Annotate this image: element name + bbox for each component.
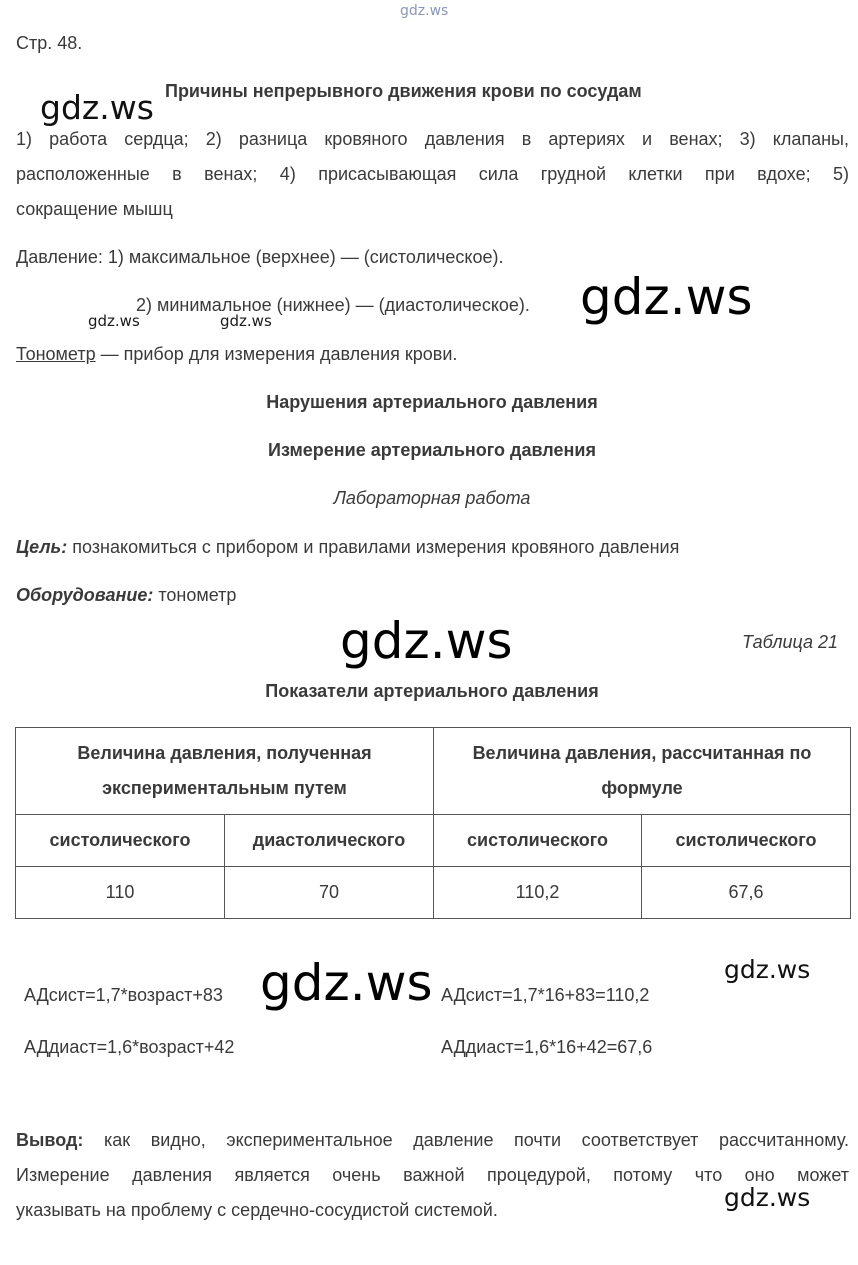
pressure-line-2: 2) минимальное (нижнее) — (диастолическое).: [136, 295, 530, 315]
subheader-cell: систолического: [434, 815, 642, 867]
table-cell: 110,2: [434, 867, 642, 919]
watermark: gdz.ws: [260, 954, 433, 1012]
goal-text: познакомиться с прибором и правилами измерения кровяного давления: [67, 537, 680, 557]
watermark-top: gdz.ws: [400, 3, 449, 19]
formula-sys-general: АДсист=1,7*возраст+83: [24, 985, 223, 1005]
pressure-line-1: Давление: 1) максимальное (верхнее) — (систолическое).: [16, 247, 504, 267]
tonometer-text: — прибор для измерения давления крови.: [95, 344, 458, 364]
causes-line-2: расположенные в венах; 4) присасывающая сила грудной клетки при вдохе; 5): [16, 164, 849, 184]
conclusion-label: Вывод:: [16, 1130, 84, 1150]
table-subheader-row: [16, 815, 851, 867]
watermark: gdz.ws: [724, 955, 811, 984]
disorders-heading: Нарушения артериального давления: [266, 392, 598, 412]
equipment: [16, 585, 236, 606]
watermark: gdz.ws: [220, 312, 272, 330]
table-row: [16, 867, 851, 919]
page-label: Стр. 48.: [16, 33, 83, 53]
table-cell: 70: [225, 867, 434, 919]
header-calculated: Величина давления, рассчитанная по формуле: [434, 728, 851, 815]
lab-heading: Лабораторная работа: [333, 488, 531, 508]
watermark: gdz.ws: [40, 88, 154, 127]
causes-heading: Причины непрерывного движения крови по сосудам: [165, 81, 642, 101]
conclusion-line-1: [16, 1130, 849, 1151]
goal: [16, 537, 679, 558]
tonometer-definition: [16, 344, 457, 365]
table-number: Таблица 21: [742, 632, 839, 652]
goal-label: Цель:: [16, 537, 68, 557]
measurement-heading: Измерение артериального давления: [268, 440, 596, 460]
formula-dia-calc: АДдиаст=1,6*16+42=67,6: [441, 1037, 653, 1057]
subheader-cell: систолического: [642, 815, 851, 867]
tonometer-term: Тонометр: [16, 344, 96, 364]
table-header-row: [16, 728, 851, 815]
watermark: gdz.ws: [724, 1183, 811, 1212]
table-cell: 110: [16, 867, 225, 919]
conclusion-text-1: как видно, экспериментальное давление почти соответствует рассчитанному.: [83, 1130, 849, 1150]
causes-line-1: 1) работа сердца; 2) разница кровяного давления в артериях и венах; 3) клапаны,: [16, 129, 849, 149]
equipment-text: тонометр: [153, 585, 237, 605]
watermark: gdz.ws: [88, 312, 140, 330]
subheader-cell: диастолического: [225, 815, 434, 867]
subheader-cell: систолического: [16, 815, 225, 867]
pressure-table: [15, 727, 851, 919]
formula-dia-general: АДдиаст=1,6*возраст+42: [24, 1037, 235, 1057]
equipment-label: Оборудование:: [16, 585, 154, 605]
header-experimental: Величина давления, полученная экспериментальным путем: [16, 728, 434, 815]
watermark: gdz.ws: [340, 612, 513, 670]
causes-line-3: сокращение мышц: [16, 199, 173, 219]
formula-sys-calc: АДсист=1,7*16+83=110,2: [441, 985, 650, 1005]
conclusion-line-3: указывать на проблему с сердечно-сосудистой системой.: [16, 1200, 498, 1220]
conclusion-line-2: Измерение давления является очень важной процедурой, потому что оно может: [16, 1165, 849, 1185]
watermark: gdz.ws: [580, 268, 753, 326]
table-title: Показатели артериального давления: [265, 681, 599, 701]
table-cell: 67,6: [642, 867, 851, 919]
